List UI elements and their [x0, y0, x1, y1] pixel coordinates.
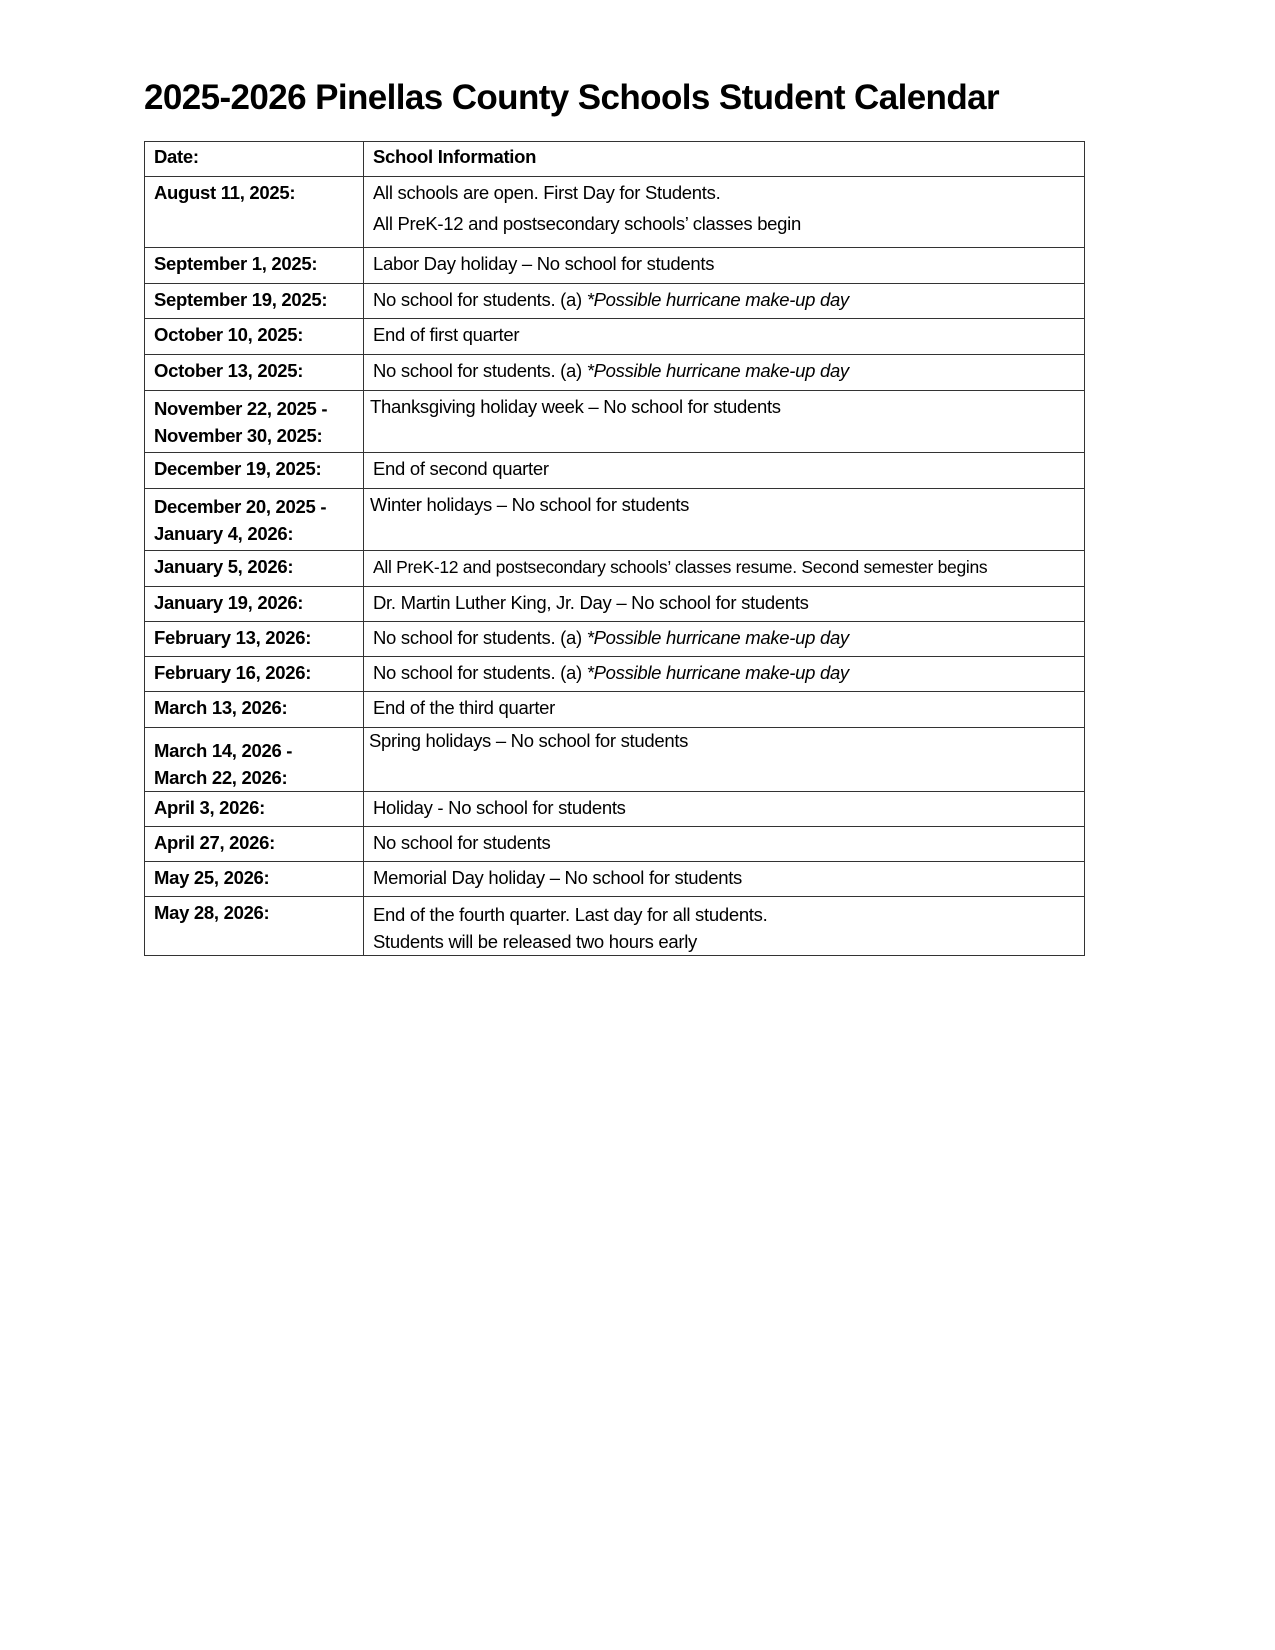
info-text-2: Students will be released two hours early	[373, 931, 697, 952]
info-cell	[364, 827, 1085, 862]
info-text: Memorial Day holiday – No school for students	[373, 867, 743, 888]
header-info	[364, 142, 1085, 177]
page-title: 2025-2026 Pinellas County Schools Student Calendar	[144, 78, 999, 117]
info-cell	[364, 355, 1085, 391]
header-info-label: School Information	[373, 146, 537, 167]
hurricane-note: *Possible hurricane make-up day	[586, 289, 849, 310]
table-row	[145, 355, 1085, 391]
table-row	[145, 177, 1085, 248]
table-row	[145, 489, 1085, 551]
date-text: December 19, 2025:	[154, 458, 322, 479]
date-cell	[145, 862, 364, 897]
table-row	[145, 728, 1085, 792]
info-text: No school for students	[373, 832, 551, 853]
date-text: February 16, 2026:	[154, 662, 312, 683]
date-cell	[145, 284, 364, 319]
info-text: Dr. Martin Luther King, Jr. Day – No school for students	[373, 592, 809, 613]
date-text: December 20, 2025 -	[154, 496, 327, 517]
info-text: End of the fourth quarter. Last day for all students.	[373, 904, 768, 925]
info-cell	[364, 551, 1085, 587]
date-text: March 14, 2026 -	[154, 740, 293, 761]
table-row	[145, 897, 1085, 956]
date-text: October 10, 2025:	[154, 324, 304, 345]
hurricane-note: *Possible hurricane make-up day	[586, 627, 849, 648]
table-row	[145, 248, 1085, 284]
table-row	[145, 692, 1085, 728]
date-text: October 13, 2025:	[154, 360, 304, 381]
info-text: End of the third quarter	[373, 697, 556, 718]
info-cell	[364, 657, 1085, 692]
info-cell	[364, 391, 1085, 453]
info-text: All schools are open. First Day for Students.	[373, 182, 721, 203]
info-cell	[364, 177, 1085, 248]
date-text-2: March 22, 2026:	[154, 767, 288, 788]
info-text: Thanksgiving holiday week – No school for students	[370, 396, 781, 417]
info-cell	[364, 587, 1085, 622]
date-cell	[145, 728, 364, 792]
date-cell	[145, 248, 364, 284]
date-cell	[145, 827, 364, 862]
date-cell	[145, 489, 364, 551]
date-text: November 22, 2025 -	[154, 398, 328, 419]
date-cell	[145, 177, 364, 248]
table-row	[145, 792, 1085, 827]
info-cell	[364, 862, 1085, 897]
date-cell	[145, 587, 364, 622]
info-cell	[364, 489, 1085, 551]
info-cell	[364, 792, 1085, 827]
info-text: Winter holidays – No school for students	[370, 494, 690, 515]
info-text-2: All PreK-12 and postsecondary schools’ classes begin	[373, 213, 801, 234]
info-text: Spring holidays – No school for students	[369, 730, 689, 751]
date-text: August 11, 2025:	[154, 182, 296, 203]
table-row	[145, 657, 1085, 692]
info-cell	[364, 319, 1085, 355]
date-cell	[145, 792, 364, 827]
date-cell	[145, 355, 364, 391]
table-row	[145, 862, 1085, 897]
date-text-2: January 4, 2026:	[154, 523, 294, 544]
info-cell	[364, 284, 1085, 319]
info-text: No school for students. (a)	[373, 289, 587, 310]
table-row	[145, 827, 1085, 862]
table-row	[145, 622, 1085, 657]
info-cell	[364, 453, 1085, 489]
info-text: No school for students. (a)	[373, 662, 587, 683]
info-text: Labor Day holiday – No school for students	[373, 253, 715, 274]
info-cell	[364, 248, 1085, 284]
date-cell	[145, 453, 364, 489]
date-cell	[145, 692, 364, 728]
header-date	[145, 142, 364, 177]
info-text: No school for students. (a)	[373, 627, 587, 648]
info-text: End of second quarter	[373, 458, 549, 479]
info-cell	[364, 622, 1085, 657]
date-cell	[145, 391, 364, 453]
date-text: March 13, 2026:	[154, 697, 288, 718]
info-text: All PreK-12 and postsecondary schools’ classes resume. Second semester begins	[373, 557, 988, 577]
info-cell	[364, 728, 1085, 792]
table-row	[145, 453, 1085, 489]
date-text: February 13, 2026:	[154, 627, 312, 648]
info-cell	[364, 897, 1085, 956]
info-cell	[364, 692, 1085, 728]
date-cell	[145, 319, 364, 355]
date-text: January 5, 2026:	[154, 556, 294, 577]
date-text: May 28, 2026:	[154, 902, 270, 923]
date-text-2: November 30, 2025:	[154, 425, 323, 446]
date-text: May 25, 2026:	[154, 867, 270, 888]
table-row	[145, 391, 1085, 453]
table-row	[145, 284, 1085, 319]
table-row	[145, 587, 1085, 622]
date-cell	[145, 657, 364, 692]
table-header-row	[145, 142, 1085, 177]
info-text: Holiday - No school for students	[373, 797, 626, 818]
date-cell	[145, 897, 364, 956]
date-text: January 19, 2026:	[154, 592, 304, 613]
date-cell	[145, 551, 364, 587]
date-text: April 3, 2026:	[154, 797, 265, 818]
date-cell	[145, 622, 364, 657]
date-text: September 1, 2025:	[154, 253, 318, 274]
date-text: September 19, 2025:	[154, 289, 328, 310]
table-row	[145, 319, 1085, 355]
hurricane-note: *Possible hurricane make-up day	[586, 662, 849, 683]
table-row	[145, 551, 1085, 587]
header-date-label: Date:	[154, 146, 199, 167]
hurricane-note: *Possible hurricane make-up day	[586, 360, 849, 381]
info-text: No school for students. (a)	[373, 360, 587, 381]
info-text: End of first quarter	[373, 324, 520, 345]
calendar-table	[144, 141, 1085, 956]
date-text: April 27, 2026:	[154, 832, 275, 853]
